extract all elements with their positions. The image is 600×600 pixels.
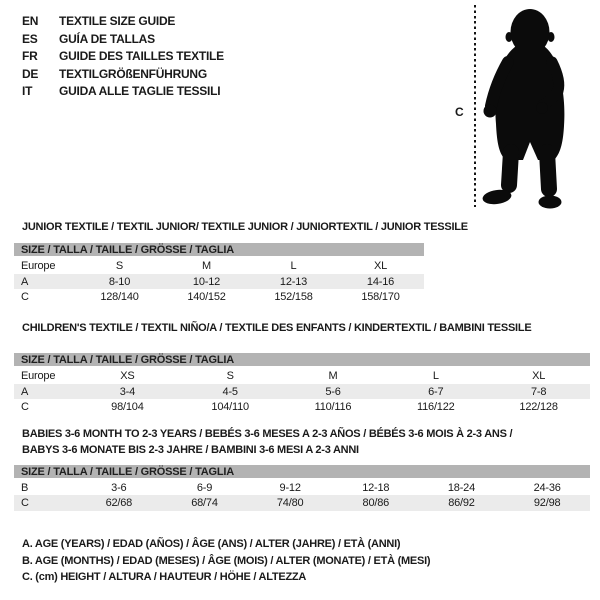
size-header-cell: SIZE / TALLA / TAILLE / GRÖSSE / TAGLIA — [14, 353, 590, 367]
size-cell: L — [432, 370, 439, 382]
table-row — [14, 495, 590, 511]
table-row — [14, 479, 590, 495]
language-label: TEXTILE SIZE GUIDE — [59, 14, 176, 28]
size-cell: S — [226, 370, 234, 382]
language-code: EN — [22, 14, 39, 28]
size-cell: 6-7 — [384, 384, 487, 399]
size-cell: 122/128 — [519, 401, 558, 413]
row-label: C — [21, 401, 29, 413]
junior-section-title: JUNIOR TEXTILE / TEXTIL JUNIOR/ TEXTILE JUNIOR / JUNIORTEXTIL / JUNIOR TESSILE — [22, 221, 468, 233]
size-header-row — [14, 243, 424, 257]
height-measure-dashed-line — [474, 5, 476, 207]
size-cell: 3-4 — [76, 384, 179, 399]
language-label: GUIDE DES TAILLES TEXTILE — [59, 49, 224, 63]
size-cell: M — [328, 370, 338, 382]
size-cell: 86/92 — [419, 495, 505, 511]
row-label: C — [21, 291, 29, 303]
size-header-row — [14, 353, 590, 367]
size-cell: 8-10 — [76, 274, 163, 289]
table-row — [14, 399, 590, 415]
size-cell: 14-16 — [337, 274, 424, 289]
size-cell: 128/140 — [100, 291, 139, 303]
row-label: A — [14, 274, 76, 289]
row-label: A — [14, 384, 76, 399]
table-row — [14, 289, 424, 305]
baby-silhouette-icon — [480, 6, 580, 210]
size-cell: XL — [373, 260, 388, 272]
babies-section-title — [22, 426, 512, 458]
size-cell: 18-24 — [447, 481, 476, 494]
size-cell: 24-36 — [533, 481, 561, 494]
size-cell: M — [202, 260, 211, 272]
language-label: GUÍA DE TALLAS — [59, 31, 155, 46]
size-cell: 74/80 — [247, 495, 333, 511]
size-cell: XS — [120, 370, 135, 382]
size-cell: 80/86 — [333, 495, 419, 511]
size-cell: 116/122 — [417, 401, 455, 413]
babies-title-line-2: BABYS 3-6 MONATE BIS 2-3 JAHRE / BAMBINI 3-6 MESI A 2-3 ANNI — [22, 444, 359, 456]
row-label: Europe — [21, 370, 56, 382]
height-measure-label: C — [455, 105, 464, 119]
size-cell: 152/158 — [274, 291, 313, 303]
babies-title-line-1: BABIES 3-6 MONTH TO 2-3 YEARS / BEBÉS 3-6 MESES A 2-3 AÑOS / BÉBÉS 3-6 MOIS À 2-3 ANS / — [22, 428, 513, 440]
language-code: IT — [22, 84, 33, 98]
legend-note-b: B. AGE (MONTHS) / EDAD (MESES) / ÂGE (MOIS) / ALTER (MONATE) / ETÀ (MESI) — [22, 554, 431, 567]
size-cell: 3-6 — [111, 481, 127, 494]
legend-note-c: C. (cm) HEIGHT / ALTURA / HAUTEUR / HÖHE / ALTEZZA — [22, 571, 307, 583]
row-label: Europe — [21, 260, 56, 272]
size-cell: 140/152 — [187, 291, 226, 303]
size-header-row — [14, 465, 590, 479]
children-section-title: CHILDREN'S TEXTILE / TEXTIL NIÑO/A / TEXTILE DES ENFANTS / KINDERTEXTIL / BAMBINI TESSILE — [22, 322, 532, 334]
table-row — [14, 384, 590, 399]
size-cell: 6-9 — [196, 481, 213, 494]
language-code: ES — [22, 31, 38, 46]
size-cell: 7-8 — [487, 384, 590, 399]
row-label: B — [21, 481, 29, 494]
size-header-cell: SIZE / TALLA / TAILLE / GRÖSSE / TAGLIA — [14, 465, 590, 479]
size-cell: 92/98 — [504, 495, 590, 511]
size-cell: XL — [532, 370, 546, 382]
size-cell: L — [290, 260, 297, 272]
legend-note-a: A. AGE (YEARS) / EDAD (AÑOS) / ÂGE (ANS) / ALTER (JAHRE) / ETÀ (ANNI) — [22, 538, 401, 550]
language-code: DE — [22, 66, 39, 81]
row-label: C — [14, 495, 76, 511]
size-cell: 12-18 — [362, 481, 390, 494]
table-row — [14, 367, 590, 384]
language-label: TEXTILGRÖßENFÜHRUNG — [59, 66, 207, 81]
size-cell: 5-6 — [282, 384, 385, 399]
table-row — [14, 274, 424, 289]
size-cell: 62/68 — [76, 495, 162, 511]
size-cell: 158/170 — [361, 291, 400, 303]
language-row — [22, 14, 224, 32]
language-row — [22, 32, 224, 50]
size-cell: 98/104 — [111, 401, 144, 413]
size-cell: S — [115, 260, 124, 272]
language-label: GUIDA ALLE TAGLIE TESSILI — [59, 84, 221, 98]
size-header-cell: SIZE / TALLA / TAILLE / GRÖSSE / TAGLIA — [14, 243, 424, 257]
size-cell: 10-12 — [163, 274, 250, 289]
legend-notes — [22, 536, 430, 586]
size-cell: 68/74 — [162, 495, 248, 511]
babies-size-table — [14, 465, 590, 511]
junior-size-table — [14, 243, 424, 305]
language-row — [22, 67, 224, 85]
size-cell: 110/116 — [314, 401, 352, 413]
size-cell: 104/110 — [211, 401, 249, 413]
language-code: FR — [22, 49, 38, 63]
size-cell: 4-5 — [179, 384, 282, 399]
table-row — [14, 257, 424, 274]
size-cell: 12-13 — [250, 274, 337, 289]
children-size-table — [14, 353, 590, 415]
language-row — [22, 49, 224, 67]
language-row — [22, 84, 224, 102]
size-cell: 9-12 — [279, 481, 301, 494]
language-list — [22, 14, 224, 102]
